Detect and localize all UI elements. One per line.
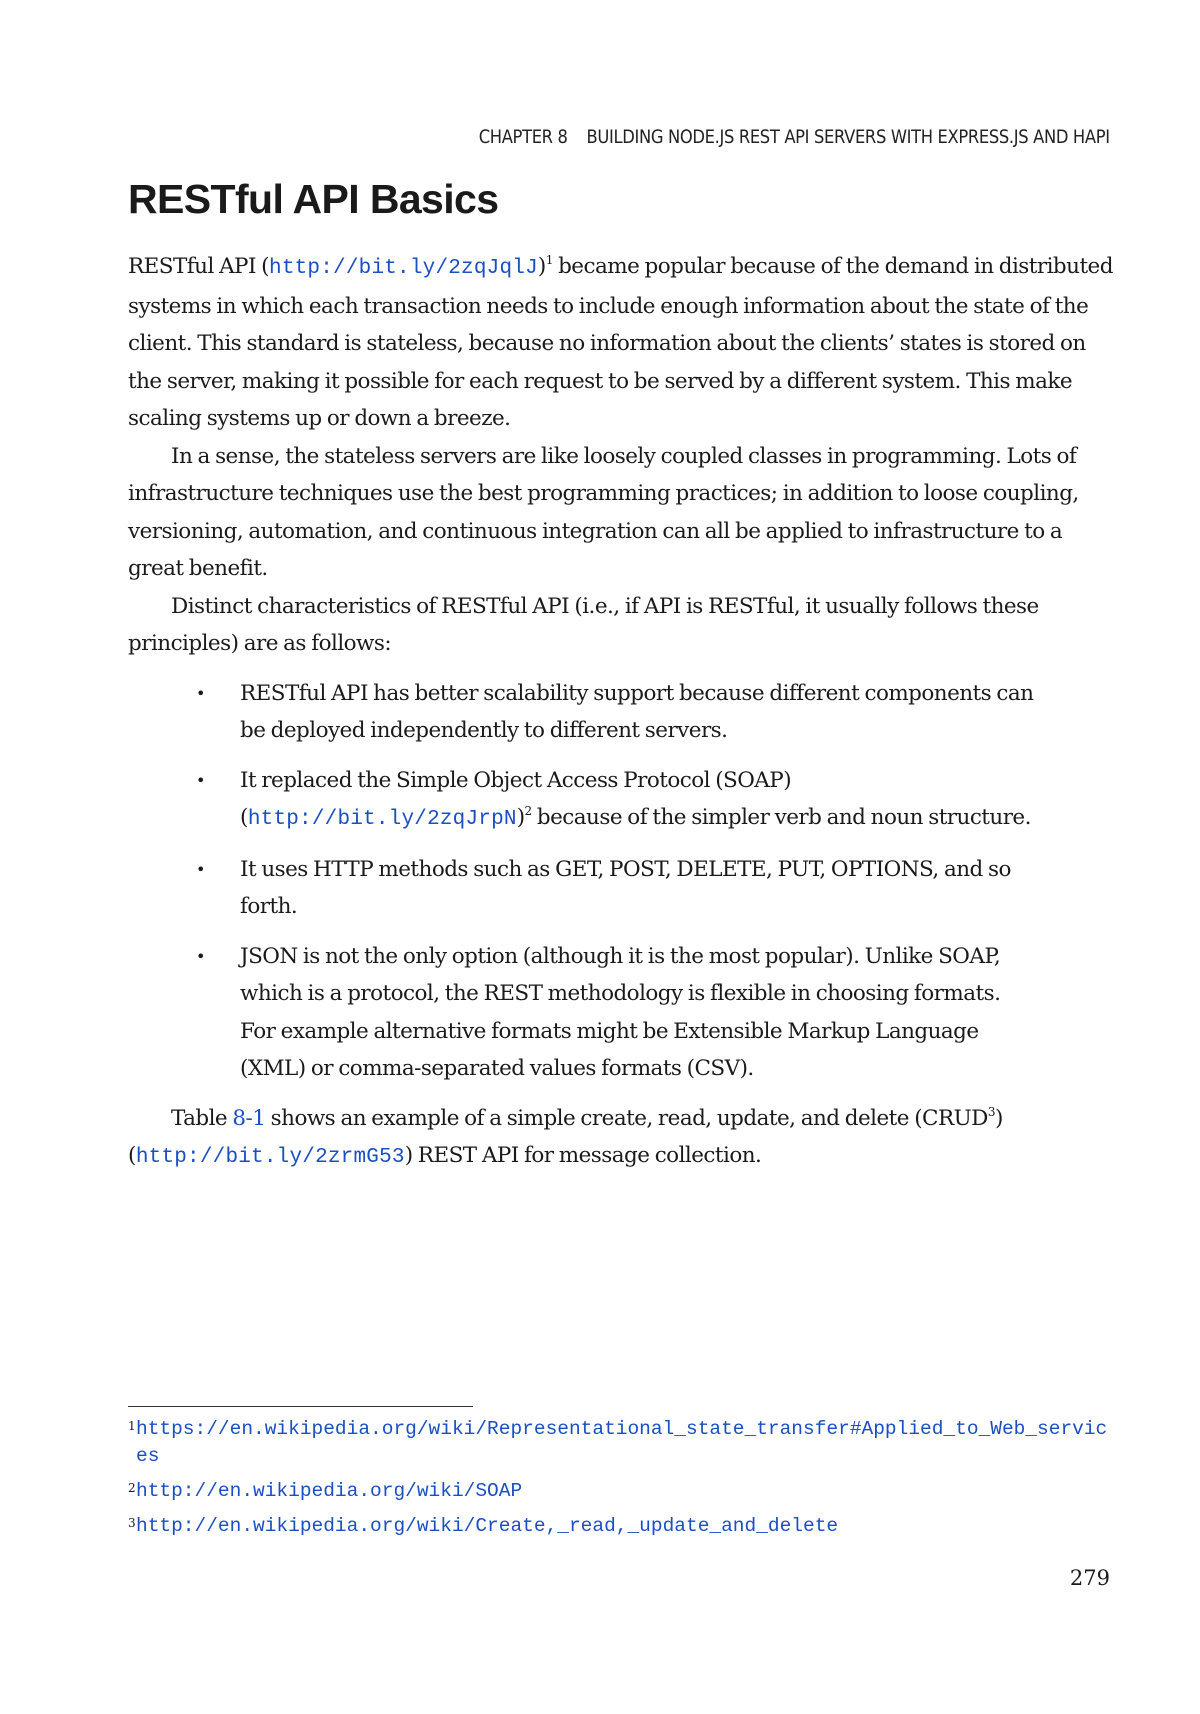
footnote-3[interactable] <box>128 1513 1113 1540</box>
paragraph-1-lead: RESTful API ( <box>128 254 270 279</box>
running-head-chapter: CHAPTER 8 <box>479 126 568 148</box>
footnote-url[interactable]: http://en.wikipedia.org/wiki/Create,_read,_update_and_delete <box>136 1515 839 1537</box>
bullet-icon: • <box>196 859 205 879</box>
paragraph-1 <box>128 248 1113 438</box>
running-head-title: BUILDING NODE.JS REST API SERVERS WITH EXPRESS.JS AND HAPI <box>586 126 1110 148</box>
link-restful-api[interactable]: http://bit.ly/2zqJqlJ <box>269 257 538 280</box>
list-item <box>128 938 1040 1088</box>
footnote-number: 1 <box>128 1419 136 1433</box>
bullet-icon: • <box>196 946 205 966</box>
link-soap[interactable]: http://bit.ly/2zqJrpN <box>247 808 517 831</box>
page-number: 279 <box>1069 1566 1110 1590</box>
list-item-text: JSON is not the only option (although it is the most popular). Unlike SOAP, which is a protocol, the REST methodology is flexible in choosing formats. For example alternative formats might be Extensible Markup Language (XML) or comma-separated values formats (CSV). <box>240 943 1001 1081</box>
paragraph-1-rest: became popular because of the demand in distributed systems in which each transaction needs to include enough information about the state of the client. This standard is stateless, because no information about the clients’ states is stored on the server, making it possible for each request to be served by a different system. This make scaling systems up or down a breeze. <box>128 254 1113 431</box>
bullet-icon: • <box>196 770 205 790</box>
list-item-text-rest: because of the simpler verb and noun structure. <box>531 805 1031 830</box>
list-item-text: It uses HTTP methods such as GET, POST, DELETE, PUT, OPTIONS, and so forth. <box>240 856 1011 919</box>
list-item-text: RESTful API has better scalability support because different components can be deployed independently to different servers. <box>240 680 1034 743</box>
list-item-text-lead: It replaced the Simple Object Access Protocol (SOAP) ( <box>240 767 792 830</box>
table-reference-link[interactable]: 8-1 <box>232 1105 266 1131</box>
list-item <box>128 675 1040 750</box>
footnote-divider <box>128 1406 473 1407</box>
footnote-ref-3[interactable]: 3 <box>987 1104 995 1119</box>
footnote-url[interactable]: https://en.wikipedia.org/wiki/Representational_state_transfer#Applied_to_Web_services <box>136 1418 1108 1467</box>
paragraph-4-rest: ) REST API for message collection. <box>404 1143 762 1168</box>
paragraph-2: In a sense, the stateless servers are like loosely coupled classes in programming. Lots of infrastructure techniques use the best programming practices; in addition to loose coupling, versioning, automation, and continuous integration can all be applied to infrastructure to a great benefit. <box>128 443 1079 581</box>
paragraph-4-lead: Table <box>171 1105 233 1131</box>
footnote-ref-1[interactable]: 1 <box>545 253 553 267</box>
footnote-number: 2 <box>128 1481 136 1495</box>
footnote-1[interactable] <box>128 1416 1113 1470</box>
body-text <box>128 248 1113 1177</box>
bullet-icon: • <box>196 683 205 703</box>
section-heading: RESTful API Basics <box>128 176 499 222</box>
list-item <box>128 762 1040 839</box>
footnote-number: 3 <box>128 1516 136 1530</box>
footnote-ref-2[interactable]: 2 <box>524 804 532 818</box>
list-item-close-paren: ) <box>516 805 525 830</box>
footnote-2[interactable] <box>128 1478 1113 1505</box>
link-crud[interactable]: http://bit.ly/2zrmG53 <box>135 1146 405 1169</box>
running-head <box>479 126 1110 148</box>
paragraph-4-mid: shows an example of a simple create, read, update, and delete (CRUD <box>265 1105 988 1131</box>
paragraph-4 <box>128 1100 1113 1177</box>
list-item <box>128 851 1040 926</box>
paragraph-4-paren: ) ( <box>128 1105 1003 1168</box>
paragraph-3: Distinct characteristics of RESTful API (i.e., if API is RESTful, it usually follows these principles) are as follows: <box>128 593 1039 656</box>
footnotes <box>128 1416 1113 1548</box>
characteristics-list <box>128 675 1113 1088</box>
footnote-url[interactable]: http://en.wikipedia.org/wiki/SOAP <box>136 1480 523 1502</box>
paragraph-1-close-paren: ) <box>537 254 546 279</box>
